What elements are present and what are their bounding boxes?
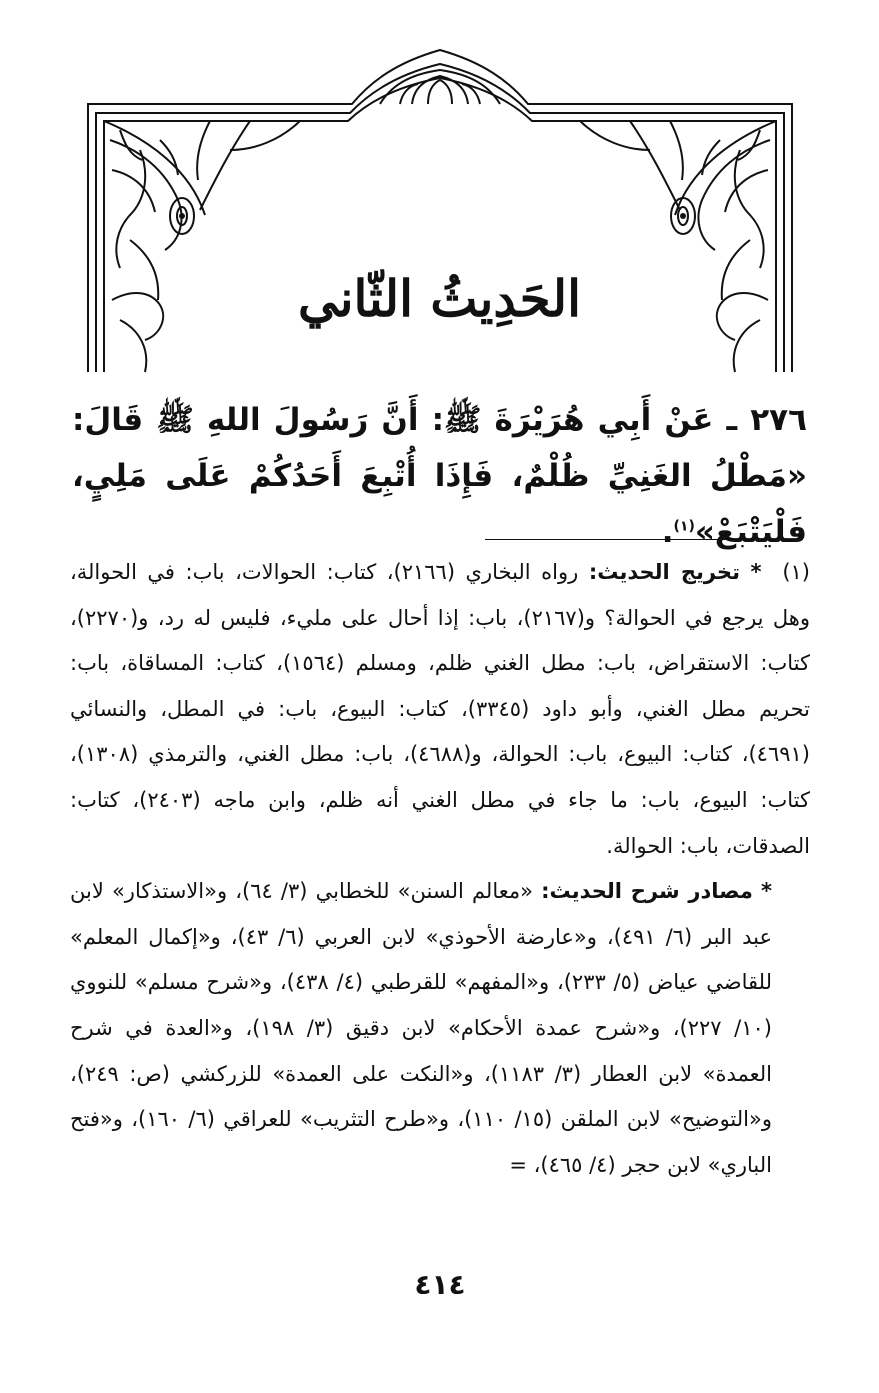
hadith-separator: ـ	[713, 402, 751, 438]
footnotes-block	[70, 550, 810, 1188]
footnote-number: (١)	[782, 560, 810, 584]
hadith-text-block	[72, 392, 807, 560]
masadir-label: مصادر شرح الحديث:	[541, 879, 753, 904]
star-bullet: *	[761, 879, 772, 904]
footnote-masadir	[70, 869, 810, 1188]
hadith-end-mark: .	[661, 514, 674, 550]
takhrij-text: رواه البخاري (٢١٦٦)، كتاب: الحوالات، باب: في الحوالة، وهل يرجع في الحوالة؟ و(٢١٦٧)، باب: إذا أحال على مليء، فليس له رد، و(٢٢٧٠)، كتاب: الاستقراض، باب: مطل الغني ظلم، ومسلم (١٥٦٤)، كتاب: المساقاة، باب: تحريم مطل الغني، وأبو داود (٣٣٤٥)، كتاب: البيوع، باب: في المطل، والنسائي (٤٦٩١)، كتاب: البيوع، باب: الحوالة، و(٤٦٨٨)، باب: مطل الغني، والترمذي (١٣٠٨)، كتاب: البيوع، باب: ما جاء في مطل الغني أنه ظلم، وابن ماجه (٢٤٠٣)، كتاب: الصدقات، باب: الحوالة.	[70, 560, 810, 858]
footnote-takhrij	[70, 550, 810, 869]
masadir-text: «معالم السنن» للخطابي (٣/ ٦٤)، و«الاستذكار» لابن عبد البر (٦/ ٤٩١)، و«عارضة الأحوذي» لابن العربي (٦/ ٤٣)، و«إكمال المعلم» للقاضي عياض (٥/ ٢٣٣)، و«المفهم» للقرطبي (٤/ ٤٣٨)، و«شرح مسلم» للنووي (١٠/ ٢٢٧)، و«شرح عمدة الأحكام» لابن دقيق (٣/ ١٩٨)، و«العدة في شرح العمدة» لابن العطار (٣/ ١١٨٣)، و«النكت على العمدة» للزركشي (ص: ٢٤٩)، و«التوضيح» لابن الملقن (١٥/ ١١٠)، و«طرح التثريب» للعراقي (٦/ ١٦٠)، و«فتح الباري» لابن حجر (٤/ ٤٦٥)، =	[70, 879, 772, 1177]
takhrij-label: تخريج الحديث:	[588, 560, 740, 584]
footnote-reference[interactable]: (١)	[673, 518, 695, 535]
footnote-divider	[485, 539, 785, 540]
star-bullet: *	[750, 560, 762, 584]
chapter-title: الحَدِيثُ الثّاني	[297, 269, 582, 328]
page-number: ٤١٤	[414, 1268, 466, 1301]
hadith-body: عَنْ أَبِي هُرَيْرَةَ ﷺ: أَنَّ رَسُولَ اللهِ ﷺ قَالَ: «مَطْلُ الغَنِيِّ ظُلْمٌ، فَإِذَا أُتْبِعَ أَحَدُكُمْ عَلَى مَلِيٍ، فَلْيَتْبَعْ»	[72, 402, 807, 550]
hadith-number: ٢٧٦	[750, 402, 807, 438]
